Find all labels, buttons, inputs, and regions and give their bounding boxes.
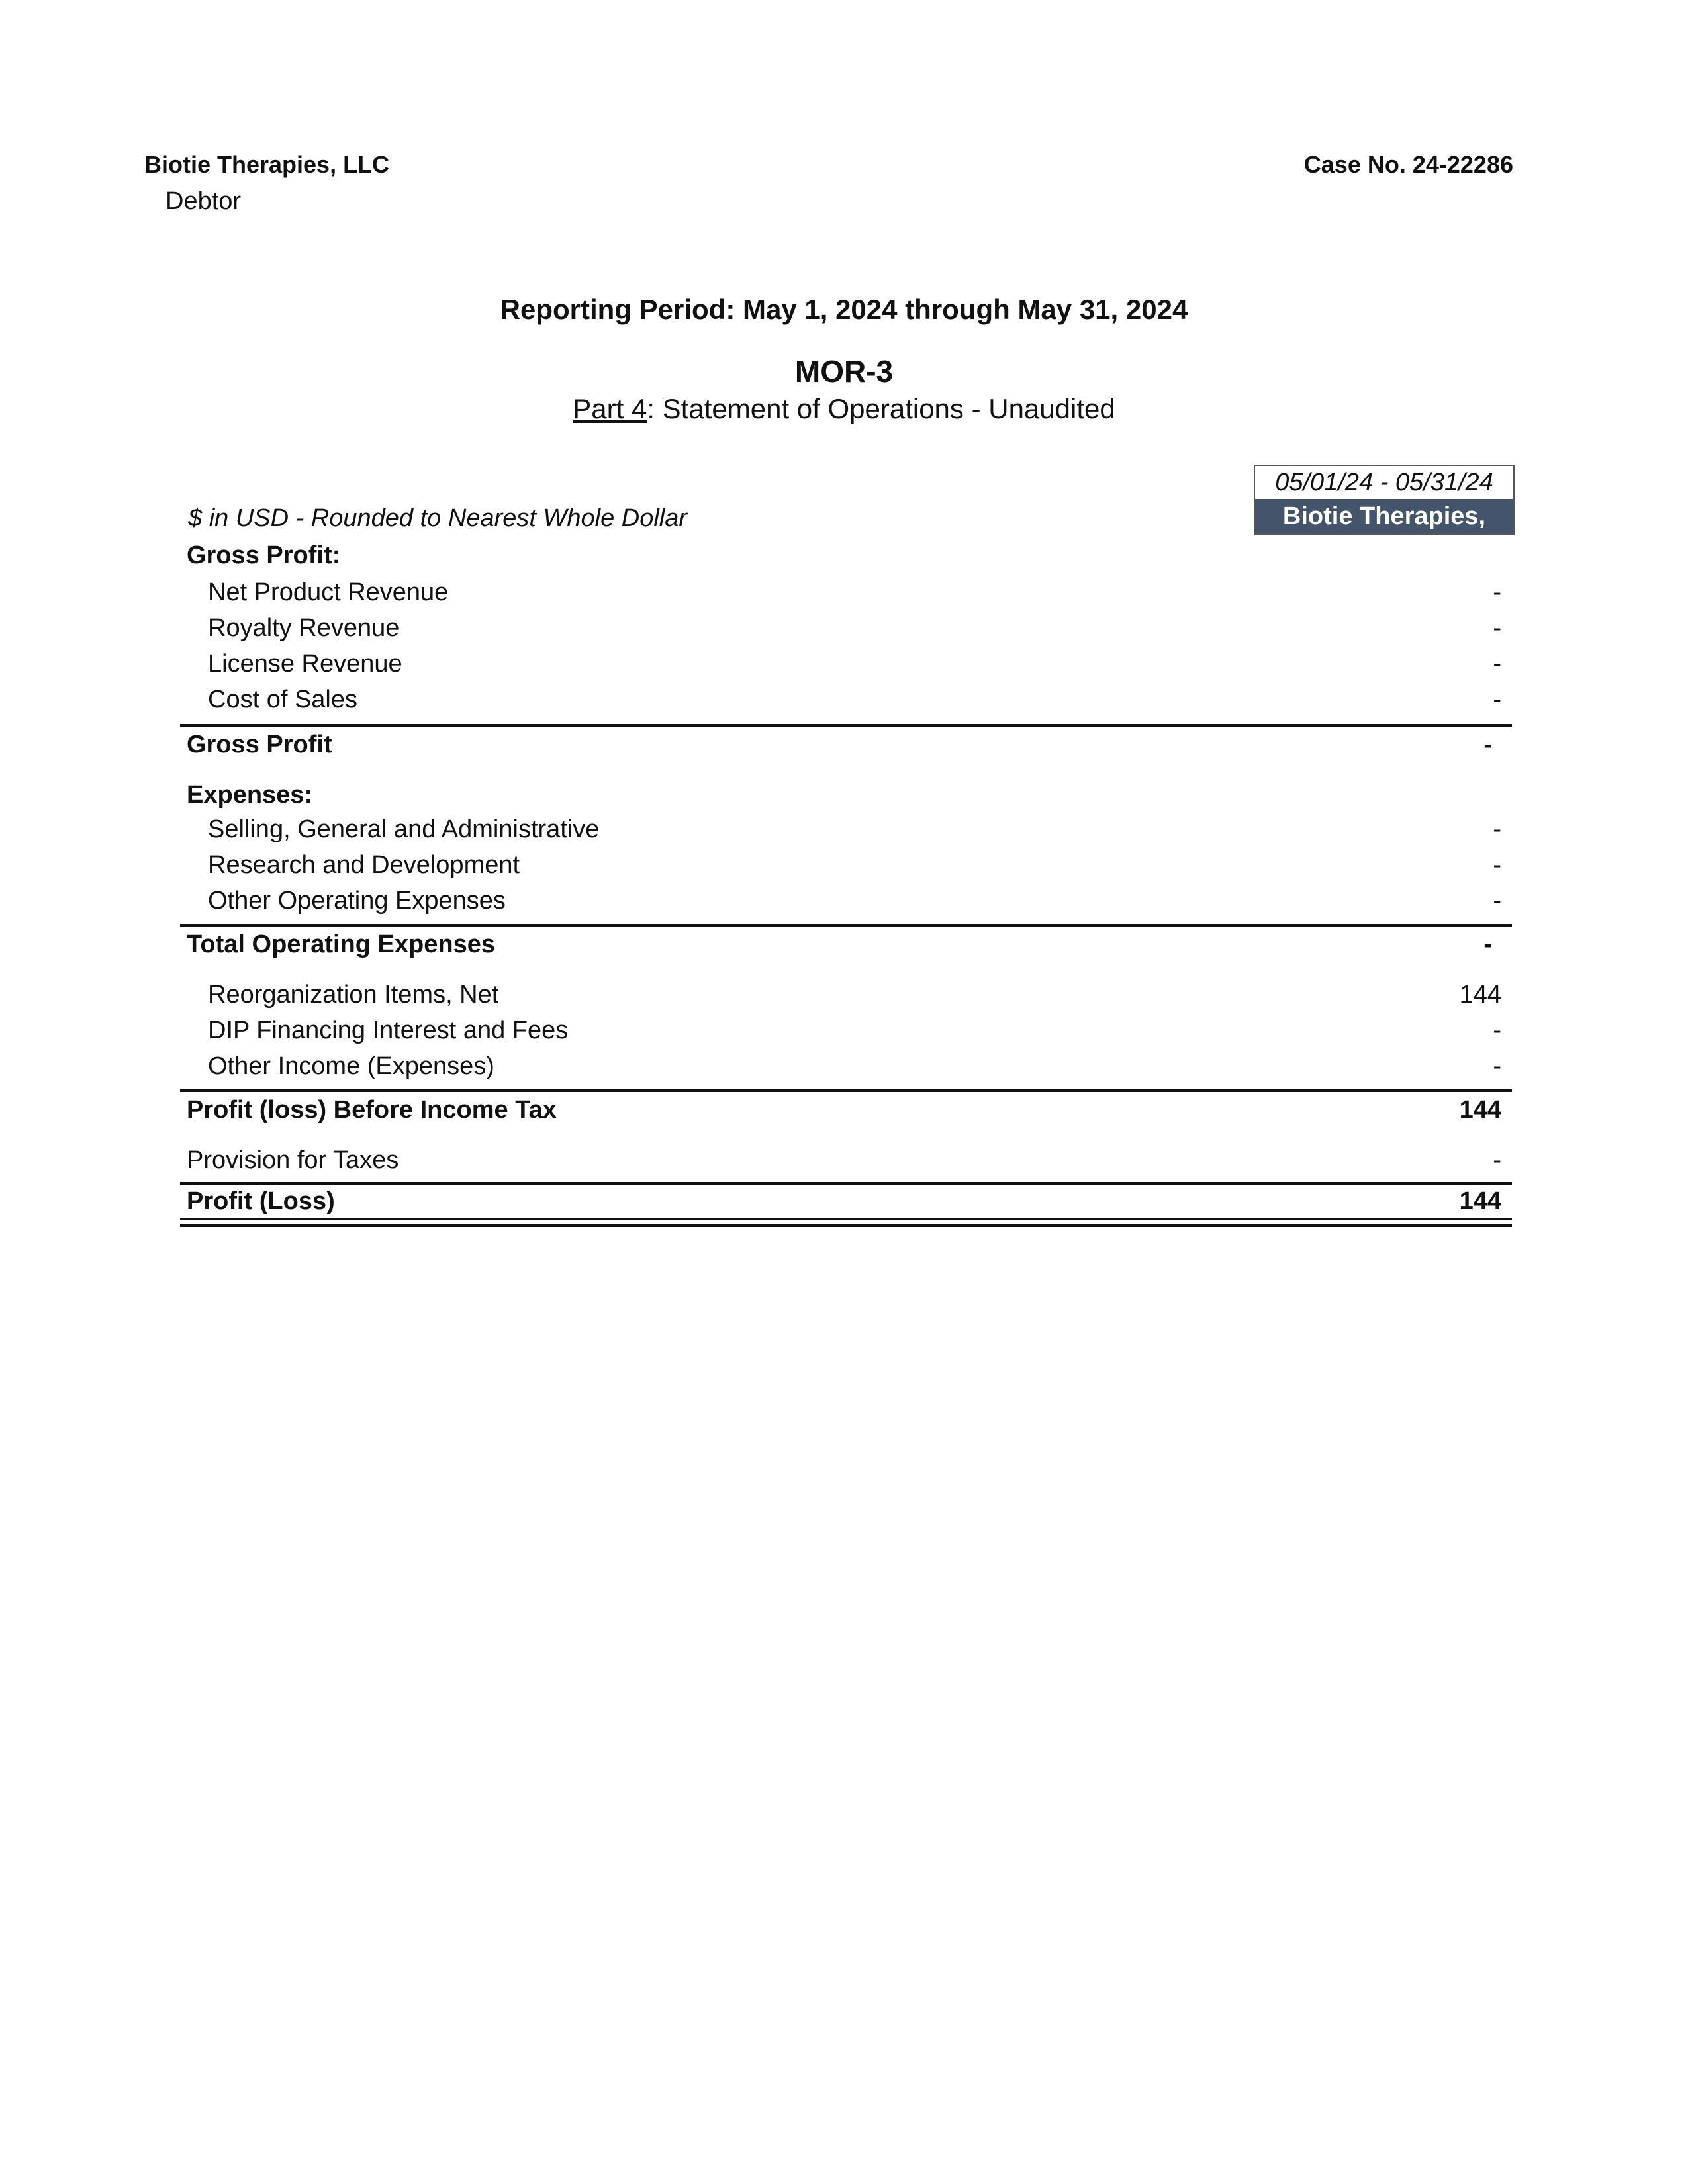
row-label: Profit (loss) Before Income Tax [187,1096,557,1124]
row-label: Profit (Loss) [187,1187,335,1215]
row-value: - [1493,1052,1501,1080]
units-note: $ in USD - Rounded to Nearest Whole Dollar [188,504,688,532]
row-label: Net Product Revenue [208,578,449,606]
table-row [180,647,1512,680]
table-row [180,813,1512,846]
row-value: 144 [1459,981,1501,1009]
debtor-name: Biotie Therapies, LLC [144,151,390,178]
row-value: - [1493,686,1501,713]
column-header [1254,465,1515,565]
table-row [180,1050,1512,1083]
row-label: Gross Profit [187,731,332,758]
subtotal-rule [180,924,1512,927]
table-row [180,848,1512,882]
section-label: Expenses: [187,781,313,809]
total-row-gross-profit [180,728,1512,761]
row-value: - [1493,887,1501,915]
row-label: Selling, General and Administrative [208,815,600,843]
table-row [180,884,1512,917]
row-label: Total Operating Expenses [187,931,495,958]
form-id: MOR-3 [794,354,894,388]
table-row [180,612,1512,645]
table-row [180,1014,1512,1047]
part-suffix: : Statement of Operations - Unaudited [647,393,1115,424]
total-row-profit-before-tax [180,1093,1512,1126]
statement-subtitle [0,393,1688,425]
row-value: - [1493,1146,1501,1174]
debtor-label: Debtor [165,187,242,215]
row-label: Reorganization Items, Net [208,981,499,1009]
subtotal-rule [180,1089,1512,1092]
row-value: - [1483,931,1492,958]
table-row [180,978,1512,1011]
row-label: License Revenue [208,650,402,678]
row-value: - [1493,1017,1501,1044]
row-value: - [1493,650,1501,678]
row-value: 144 [1459,1187,1501,1215]
case-number: Case No. 24-22286 [1303,151,1513,178]
reporting-period: Reporting Period: May 1, 2024 through May 31, 2024 [500,294,1188,325]
row-value: 144 [1459,1096,1501,1124]
section-expenses [180,778,1512,811]
row-label: Other Income (Expenses) [208,1052,494,1080]
row-label: Royalty Revenue [208,614,400,642]
row-label: Research and Development [208,851,520,879]
table-row [180,1144,1512,1177]
total-row-profit-loss [180,1185,1512,1218]
row-label: DIP Financing Interest and Fees [208,1017,569,1044]
table-row [180,683,1512,716]
row-label: Provision for Taxes [187,1146,399,1174]
row-label: Cost of Sales [208,686,357,713]
row-label: Other Operating Expenses [208,887,506,915]
section-label: Gross Profit: [187,541,341,569]
total-row-operating-expenses [180,928,1512,961]
row-value: - [1493,578,1501,606]
row-value: - [1493,614,1501,642]
row-value: - [1483,731,1492,758]
grand-total-double-rule [180,1218,1512,1227]
table-row [180,576,1512,609]
section-gross-profit [180,539,1512,572]
subtotal-rule [180,724,1512,727]
column-date-range: 05/01/24 - 05/31/24 [1255,466,1513,499]
column-entity: Biotie Therapies, LLC [1255,499,1513,533]
part-label: Part 4 [573,393,647,424]
row-value: - [1493,815,1501,843]
row-value: - [1493,851,1501,879]
